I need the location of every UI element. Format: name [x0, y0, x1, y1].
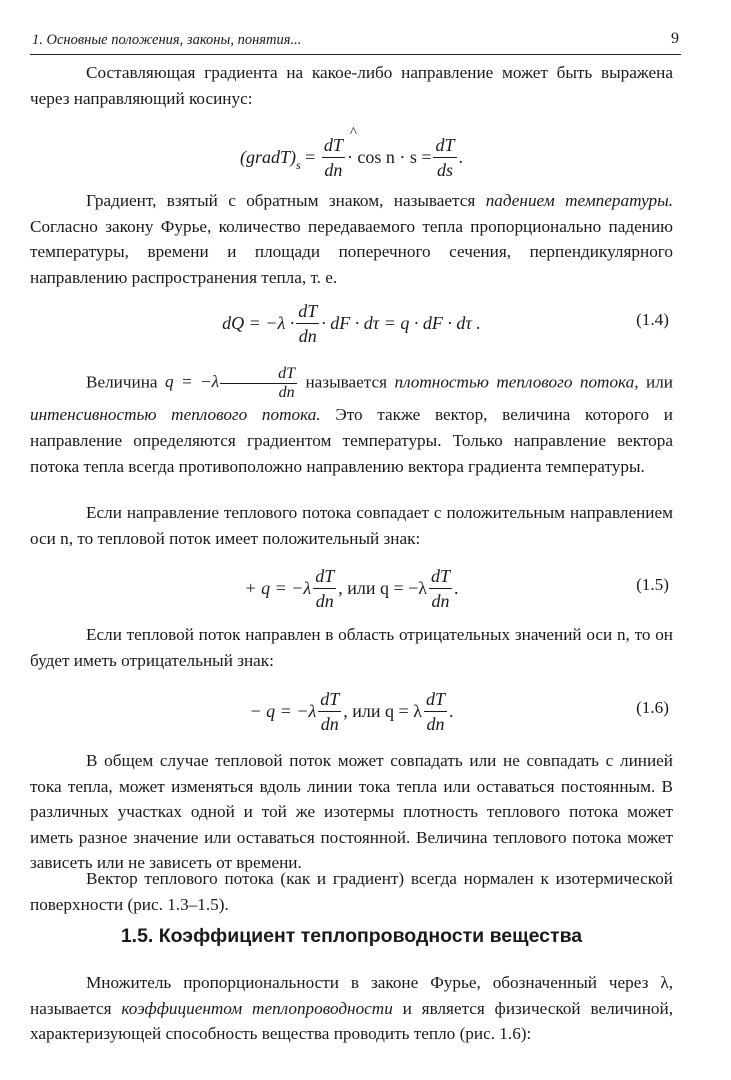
paragraph-heat-flux-density: Величина q = −λ $\frac{dT}{dn}$ называется плотностью теплового потока, или интенсивностью теплового потока. Это также вектор, величина которого и направление определяются градиентом температуры. Только направление вектора потока тепла всегда противоположно направлению вектора градиента температуры.: [30, 365, 673, 476]
term-temperature-drop: падением температуры.: [485, 191, 674, 210]
equation-number-1-6: (1.6): [636, 698, 669, 717]
page-number: 9: [671, 30, 679, 47]
eq-15-frac-1: $\frac{dT}{dn}$: [315, 565, 335, 611]
eq-grad-frac-1: $\frac{dT}{dn}$: [323, 134, 343, 180]
eq-14-frac: $\frac{dT}{dn}$: [298, 300, 318, 346]
term-heat-flux-intensity: интенсивностью теплового потока.: [30, 405, 321, 424]
eq-15-frac-2: $\frac{dT}{dn}$: [431, 565, 451, 611]
paragraph-normal-vector: Вектор теплового потока (как и градиент) всегда нормален к изотермической поверхности (рис. 1.3–1.5).: [30, 869, 673, 914]
equation-1-4: dQ = −λ · $\frac{dT}{dn}$ · dF · dτ = q · dF · dτ . (1.4): [222, 300, 669, 346]
term-thermal-conductivity: коэффициентом теплопроводности: [121, 998, 393, 1018]
paragraph-negative-sign: Если тепловой поток направлен в область отрицательных значений оси n, то он будет иметь отрицательный знак:: [30, 625, 673, 670]
equation-1-6: − q = −λ $\frac{dT}{dn}$ , или q = λ $\frac{dT}{dn}$ . (1.6): [249, 688, 669, 734]
equation-number-1-4: (1.4): [636, 310, 669, 329]
paragraph-gradient-component: Составляющая градиента на какое-либо направление может быть выражена через направляющий косинус:: [30, 63, 673, 108]
eq-grad-frac-2: $\frac{dT}{ds}$: [435, 134, 455, 180]
equation-grad-s: (gradT) s = $\frac{dT}{dn}$ ^ · cos n · s = $\frac{dT}{ds}$ .: [30, 122, 673, 192]
paragraph-positive-sign: Если направление теплового потока совпадает с положительным направлением оси n, то тепловой поток имеет положительный знак:: [30, 503, 673, 548]
eq-16-frac-1: $\frac{dT}{dn}$: [320, 688, 340, 734]
running-header: [30, 30, 681, 55]
paragraph-conductivity: Множитель пропорциональности в законе Фурье, обозначенный через λ, называется коэффициентом теплопроводности и является физической величиной, характеризующей способность вещества проводить тепло (рис. 1.6):: [30, 973, 673, 1043]
equation-1-5: + q = −λ $\frac{dT}{dn}$ , или q = −λ $\frac{dT}{dn}$ . (1.5): [244, 565, 669, 611]
inline-eq-q: q = −λ $\frac{dT}{dn}$: [164, 365, 296, 401]
eq-grad-sub: s: [296, 157, 301, 172]
running-title: 1. Основные положения, законы, понятия...: [32, 32, 302, 48]
equation-number-1-5: (1.5): [636, 575, 669, 594]
eq-grad-lhs: (gradT): [239, 146, 296, 167]
paragraph-fourier-law: Градиент, взятый с обратным знаком, называется падением температуры. Согласно закону Фурье, количество передаваемого тепла пропорционально падению температуры, времени и площади поперечного сечения, перпендикулярного направлению распространения тепла, т. е.: [30, 191, 674, 287]
eq-grad-mid: ^ · cos n · s =: [347, 147, 432, 168]
term-heat-flux-density: плотностью теплового потока,: [394, 372, 639, 392]
section-title: 1.5. Коэффициент теплопроводности вещества: [120, 925, 583, 947]
paragraph-general-case: В общем случае тепловой поток может совпадать или не совпадать с линией тока тепла, может изменяться вдоль линии тока тепла или оставаться постоянным. В различных участках одной и той же изотермы плотность теплового потока может иметь разное значение или оставаться постоянной. Величина теплового потока может зависеть или не зависеть от времени.: [30, 751, 673, 872]
eq-16-frac-2: $\frac{dT}{dn}$: [425, 688, 445, 734]
